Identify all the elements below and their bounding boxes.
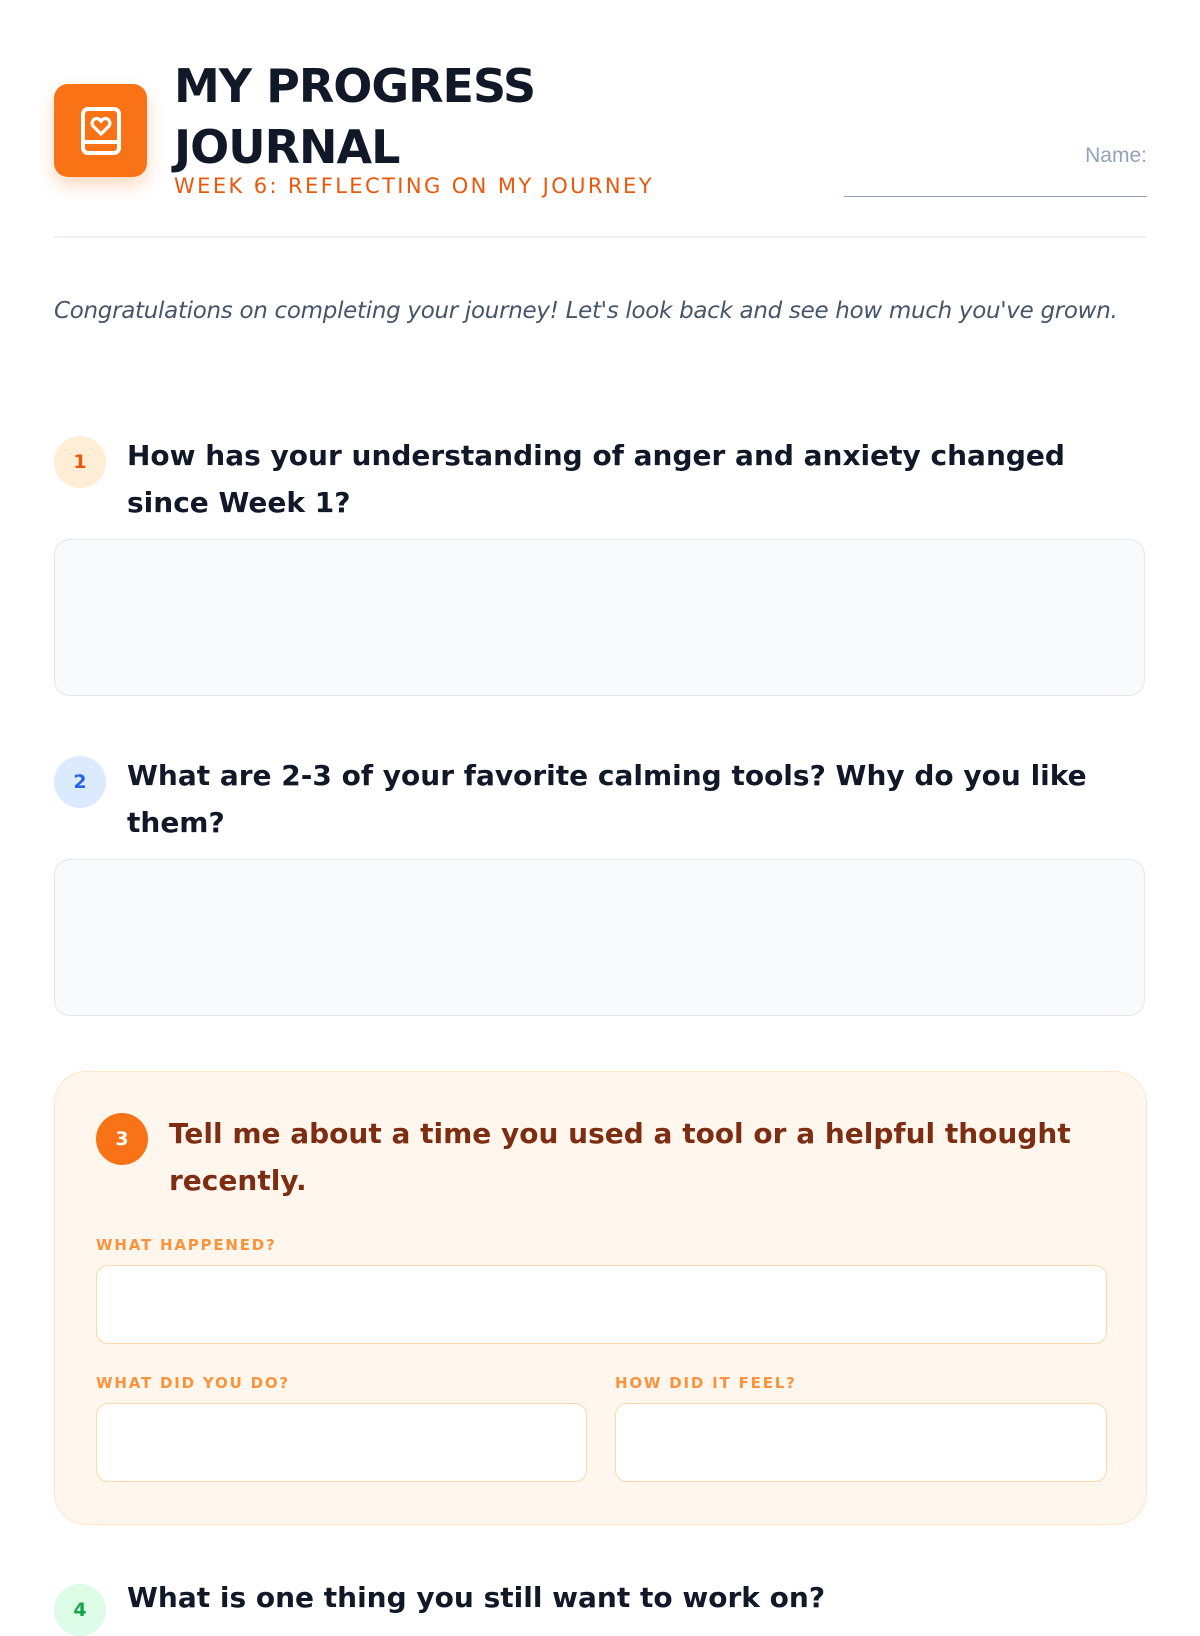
journal-heart-icon: [54, 84, 147, 177]
what-did-you-do-field[interactable]: [96, 1403, 587, 1482]
what-happened-field[interactable]: [96, 1265, 1107, 1344]
question-number-badge: 1: [54, 436, 106, 488]
question-4: [54, 1574, 1147, 1634]
question-text: What are 2-3 of your favorite calming tools? Why do you like them?: [127, 759, 1087, 839]
answer-box[interactable]: [54, 539, 1145, 696]
question-number-badge: 4: [54, 1584, 106, 1636]
field-label-how-did-it-feel: HOW DID IT FEEL?: [615, 1374, 797, 1392]
header: [54, 56, 1147, 238]
worksheet-page: [54, 0, 1147, 1621]
page-title: MY PROGRESS JOURNAL: [174, 59, 536, 174]
question-text: Tell me about a time you used a tool or a helpful thought recently.: [169, 1117, 1071, 1197]
question-3-card: [54, 1071, 1147, 1525]
answer-box[interactable]: [54, 859, 1145, 1016]
name-field[interactable]: [844, 196, 1147, 197]
field-label-what-happened: WHAT HAPPENED?: [96, 1236, 277, 1254]
question-text: What is one thing you still want to work on?: [127, 1581, 826, 1614]
question-number-badge: 2: [54, 756, 106, 808]
question-2: [54, 752, 1147, 1022]
question-text: How has your understanding of anger and anxiety changed since Week 1?: [127, 439, 1065, 519]
how-did-it-feel-field[interactable]: [615, 1403, 1107, 1482]
question-number-badge: 3: [96, 1113, 148, 1165]
page-subtitle: WEEK 6: REFLECTING ON MY JOURNEY: [174, 174, 654, 198]
question-1: [54, 432, 1147, 702]
field-label-what-did-you-do: WHAT DID YOU DO?: [96, 1374, 290, 1392]
intro-text: Congratulations on completing your journey! Let's look back and see how much you've grown.: [54, 298, 1118, 324]
name-label: Name:: [1085, 144, 1147, 167]
